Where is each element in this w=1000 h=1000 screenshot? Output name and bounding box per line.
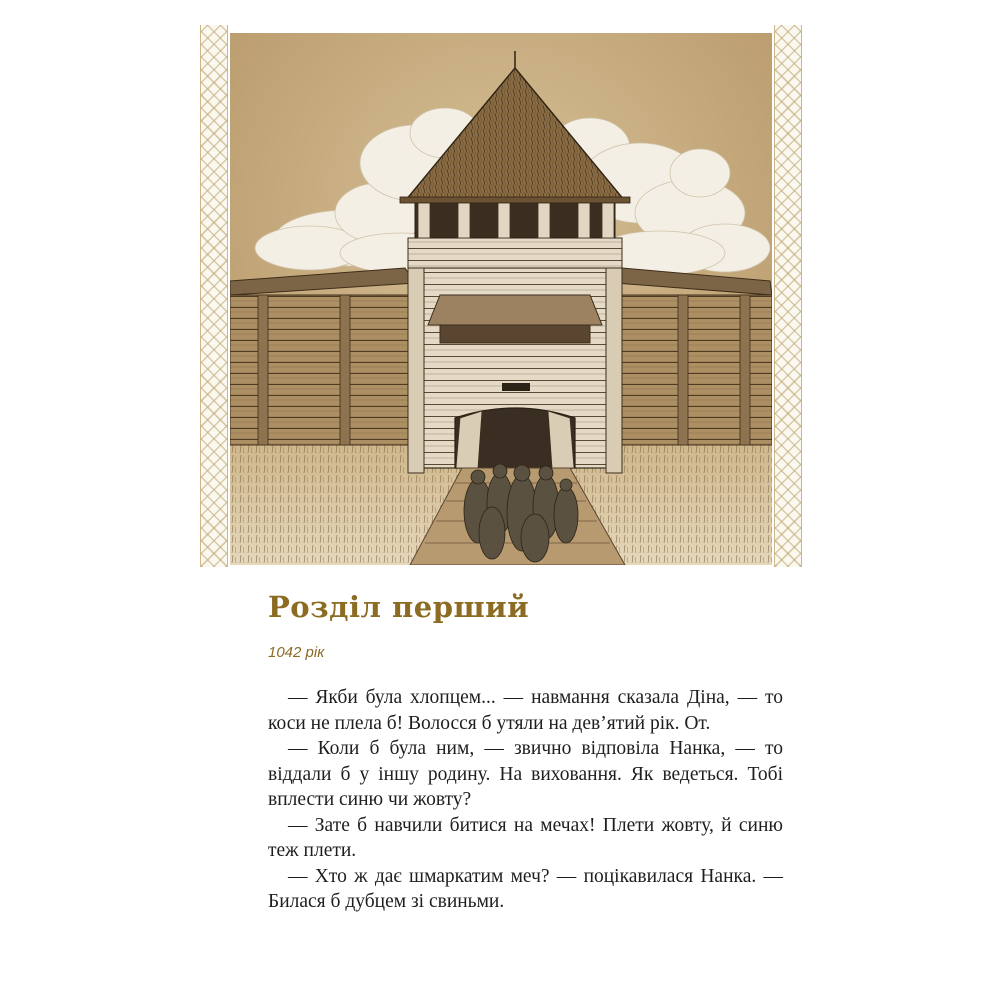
chapter-body	[268, 685, 783, 915]
chapter-text-block	[268, 590, 788, 915]
palisade-wall-left	[230, 268, 415, 445]
chapter-title: Розділ перший	[268, 590, 530, 624]
paragraph: — Якби була хлопцем... — навмання сказала Діна, — то коси не плела б! Волосся б утяли на дев’ятий рік. От.	[268, 687, 783, 734]
celtic-knot-border-left	[200, 25, 228, 567]
paragraph: — Зате б навчили битися на мечах! Плети жовту, й синю теж плети.	[268, 814, 783, 861]
celtic-knot-border-right	[774, 25, 802, 567]
paragraph: — Хто ж дає шмаркатим меч? — поцікавилася Нанка. — Билася б дубцем зі свиньми.	[268, 865, 783, 912]
paragraph: — Коли б була ним, — звично відповіла Нанка, — то віддали б у іншу родину. На виховання. Як ведеться. Тобі вплести синю чи жовту?	[268, 738, 783, 810]
chapter-year: 1042 рік	[268, 644, 325, 661]
palisade-wall-right	[615, 268, 772, 445]
chapter-illustration	[200, 25, 802, 567]
wooden-fortress-illustration	[230, 33, 772, 565]
